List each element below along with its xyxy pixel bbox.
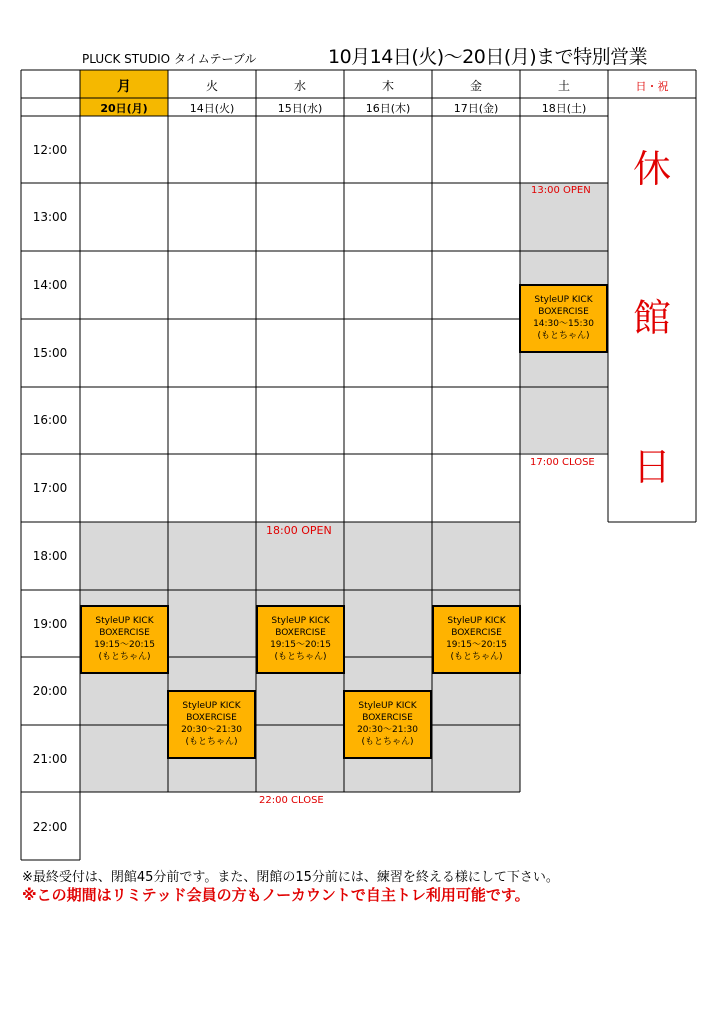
closed-char: 休 [632, 147, 671, 191]
time-label: 21:00 [32, 752, 68, 766]
class-instructor: (もとちゃん) [98, 652, 151, 662]
class-time: 19:15〜20:15 [446, 640, 507, 650]
saturday-open-note: 13:00 OPEN [531, 185, 591, 196]
class-instructor: (もとちゃん) [537, 331, 590, 341]
weekday-close-note: 22:00 CLOSE [259, 795, 324, 806]
class-name: BOXERCISE [275, 628, 326, 638]
class-name: StyleUP KICK [182, 701, 241, 711]
time-label: 17:00 [32, 481, 68, 495]
day-header-wed: 水 [293, 79, 306, 93]
date-mon: 20日(月) [100, 102, 148, 115]
date-wed: 15日(水) [277, 102, 323, 115]
class-time: 20:30〜21:30 [357, 725, 418, 735]
class-block-sat[interactable] [519, 284, 608, 353]
schedule-headline: 10月14日(火)〜20日(月)まで特別営業 [328, 46, 648, 68]
time-label: 12:00 [32, 143, 68, 157]
class-name: BOXERCISE [362, 713, 413, 723]
time-label: 15:00 [32, 346, 68, 360]
date-fri: 17日(金) [453, 102, 499, 115]
reception-note: ※最終受付は、閉館45分前です。また、閉館の15分前には、練習を終える様にして下さい。 [22, 870, 559, 885]
date-thu: 16日(木) [365, 102, 411, 115]
class-block-mon[interactable] [80, 605, 169, 674]
class-time: 19:15〜20:15 [94, 640, 155, 650]
time-label: 13:00 [32, 210, 68, 224]
class-block-fri[interactable] [432, 605, 521, 674]
class-instructor: (もとちゃん) [185, 737, 238, 747]
class-time: 14:30〜15:30 [533, 319, 594, 329]
class-name: StyleUP KICK [271, 616, 330, 626]
time-label: 14:00 [32, 278, 68, 292]
class-name: StyleUP KICK [358, 701, 417, 711]
class-name: BOXERCISE [99, 628, 150, 638]
time-label: 16:00 [32, 413, 68, 427]
limited-member-note: ※この期間はリミテッド会員の方もノーカウントで自主トレ利用可能です。 [22, 886, 530, 904]
class-time: 20:30〜21:30 [181, 725, 242, 735]
class-name: StyleUP KICK [95, 616, 154, 626]
class-name: BOXERCISE [538, 307, 589, 317]
day-header-tue: 火 [205, 79, 218, 93]
time-label: 20:00 [32, 684, 68, 698]
day-header-sat: 土 [557, 79, 570, 93]
class-instructor: (もとちゃん) [274, 652, 327, 662]
class-block-tue[interactable] [167, 690, 256, 759]
date-sat: 18日(土) [541, 102, 587, 115]
time-label: 22:00 [32, 820, 68, 834]
day-header-fri: 金 [469, 79, 482, 93]
day-header-holiday: 日・祝 [635, 80, 669, 93]
class-name: BOXERCISE [451, 628, 502, 638]
closed-char: 日 [632, 445, 671, 489]
class-name: StyleUP KICK [447, 616, 506, 626]
class-name: StyleUP KICK [534, 295, 593, 305]
studio-title: PLUCK STUDIO タイムテーブル [82, 52, 257, 66]
time-label: 18:00 [32, 549, 68, 563]
date-tue: 14日(火) [189, 102, 235, 115]
class-block-wed[interactable] [256, 605, 345, 674]
class-instructor: (もとちゃん) [450, 652, 503, 662]
class-time: 19:15〜20:15 [270, 640, 331, 650]
time-label: 19:00 [32, 617, 68, 631]
class-name: BOXERCISE [186, 713, 237, 723]
closed-char: 館 [632, 296, 671, 340]
class-block-thu[interactable] [343, 690, 432, 759]
day-header-thu: 木 [381, 79, 394, 93]
day-header-mon: 月 [117, 79, 131, 95]
weekday-open-note: 18:00 OPEN [266, 524, 332, 537]
saturday-close-note: 17:00 CLOSE [530, 457, 595, 468]
class-instructor: (もとちゃん) [361, 737, 414, 747]
